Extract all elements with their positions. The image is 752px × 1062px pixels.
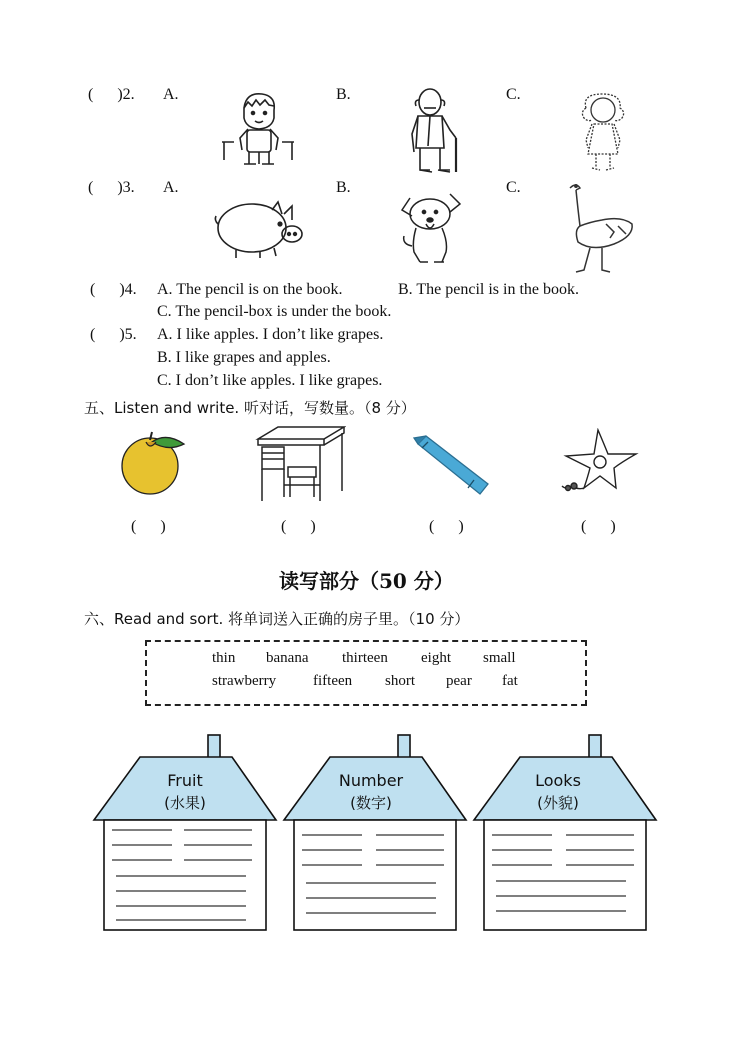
house-number-zh: (数字) bbox=[350, 794, 392, 812]
option-c-label: C. bbox=[506, 86, 521, 103]
q4-option-c: C. The pencil-box is under the book. bbox=[157, 303, 392, 320]
word-banana: banana bbox=[266, 650, 309, 666]
question-number: 2. bbox=[122, 86, 135, 103]
question-number: 4. bbox=[124, 281, 137, 298]
section5-heading: 五、Listen and write. 听对话，写数量。（8 分） bbox=[84, 399, 416, 417]
word-short: short bbox=[385, 673, 415, 689]
house-fruit-zh: (水果) bbox=[164, 794, 206, 812]
q4-option-b: B. The pencil is in the book. bbox=[398, 281, 580, 298]
word-fat: fat bbox=[502, 673, 518, 689]
word-fifteen: fifteen bbox=[313, 673, 353, 689]
answer-paren[interactable]: ( ) bbox=[88, 86, 123, 103]
section6-heading: 六、Read and sort. 将单词送入正确的房子里。（10 分） bbox=[84, 610, 470, 628]
option-b-label: B. bbox=[336, 179, 351, 196]
count-blank-kite[interactable]: ( ) bbox=[581, 518, 616, 535]
word-pear: pear bbox=[446, 673, 472, 689]
count-blank-desk[interactable]: ( ) bbox=[281, 518, 316, 535]
option-a-label: A. bbox=[163, 179, 179, 196]
word-thirteen: thirteen bbox=[342, 650, 388, 666]
question-number: 3. bbox=[122, 179, 135, 196]
q5-option-c: C. I don’t like apples. I like grapes. bbox=[157, 372, 383, 389]
part-title: 读写部分（50 分） bbox=[279, 569, 454, 593]
option-b-label: B. bbox=[336, 86, 351, 103]
option-a-label: A. bbox=[163, 86, 179, 103]
word-small: small bbox=[483, 650, 516, 666]
count-blank-crayon[interactable]: ( ) bbox=[429, 518, 464, 535]
house-fruit-label: Fruit bbox=[167, 771, 203, 790]
word-strawberry: strawberry bbox=[212, 673, 277, 689]
q5-option-a: A. I like apples. I don’t like grapes. bbox=[157, 326, 384, 343]
question-number: 5. bbox=[124, 326, 137, 343]
house-looks-label: Looks bbox=[535, 771, 581, 790]
house-looks-zh: (外貌) bbox=[537, 794, 579, 812]
house-number-label: Number bbox=[338, 771, 404, 790]
q4-option-a: A. The pencil is on the book. bbox=[157, 281, 343, 298]
word-eight: eight bbox=[421, 650, 451, 666]
answer-paren[interactable]: ( ) bbox=[88, 179, 123, 196]
answer-paren[interactable]: ( ) bbox=[90, 326, 125, 343]
answer-paren[interactable]: ( ) bbox=[90, 281, 125, 298]
count-blank-orange[interactable]: ( ) bbox=[131, 518, 166, 535]
word-thin: thin bbox=[212, 650, 236, 666]
option-c-label: C. bbox=[506, 179, 521, 196]
q5-option-b: B. I like grapes and apples. bbox=[157, 349, 331, 366]
